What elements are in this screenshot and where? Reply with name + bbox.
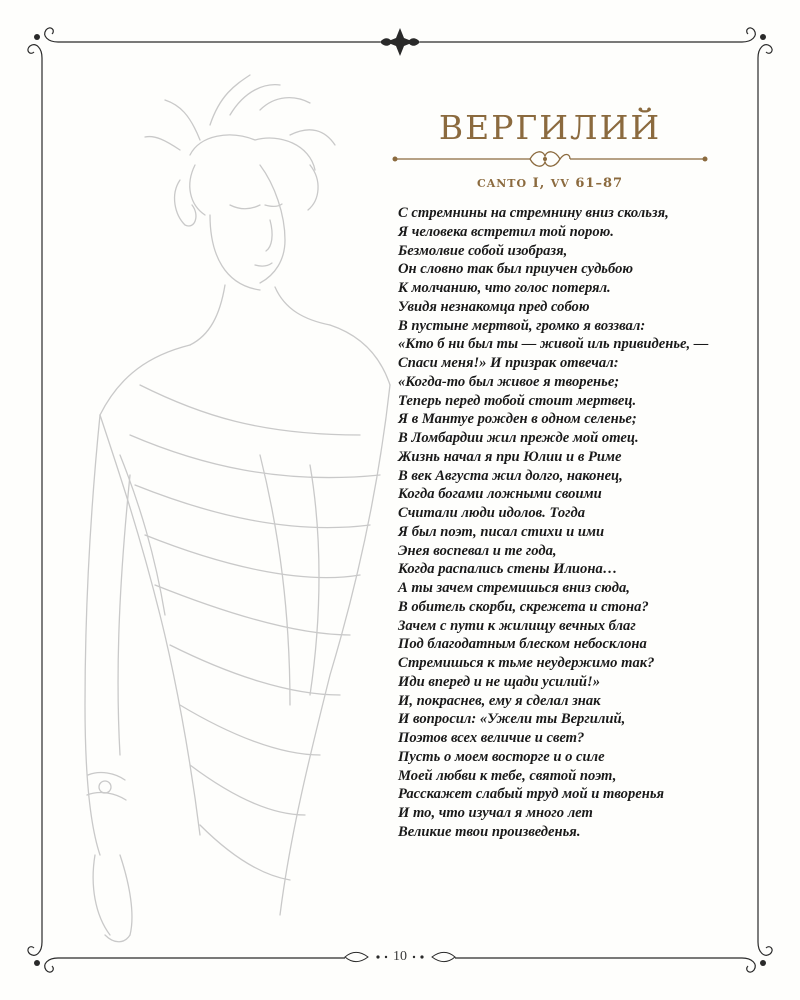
verse-line: И то, что изучал я много лет	[398, 805, 593, 821]
verse-line: Он словно так был приучен судьбою	[398, 261, 634, 278]
verse-line: Безмолвие собой изобразя,	[398, 242, 568, 259]
page-number: 10	[393, 949, 407, 964]
verse-line: Увидя незнакомца пред собою	[398, 298, 590, 315]
verse-line: Я человека встретил той порою.	[398, 223, 614, 240]
canto-numeral: I,	[532, 176, 546, 191]
verse-line: Спаси меня!» И призрак отвечал:	[398, 355, 619, 371]
verse-line: Считали люди идолов. Тогда	[398, 505, 586, 521]
verse-line: Когда распались стены Илиона…	[398, 561, 618, 578]
verse-line: А ты зачем стремишься вниз сюда,	[398, 580, 630, 596]
page-footer	[330, 946, 470, 968]
verse-line: Жизнь начал я при Юлии и в Риме	[398, 448, 622, 465]
virgil-sketch-illustration	[60, 55, 420, 960]
verse-line: В пустыне мертвой, громко я воззвал:	[398, 317, 646, 334]
verse-line: Зачем с пути к жилищу вечных благ	[398, 617, 636, 634]
verse-line: Великие твои произведенья.	[398, 823, 581, 840]
title-divider-ornament	[385, 146, 715, 172]
verse-line: Поэтов всех величие и свет?	[398, 730, 585, 746]
poem-title: ВЕРГИЛИЙ	[438, 108, 662, 147]
verse-line: С стремнины на стремнину вниз скользя,	[398, 205, 669, 221]
verse-line: В Ломбардии жил прежде мой отец.	[398, 430, 639, 446]
canto-prefix: CANTO	[476, 177, 528, 190]
verse-line: В обитель скорби, скрежета и стона?	[398, 598, 649, 615]
verse-line: «Кто б ни был ты — живой иль привиденье, —	[398, 336, 709, 353]
verse-line: К молчанию, что голос потерял.	[398, 280, 611, 296]
verse-line: Под благодатным блеском небосклона	[398, 636, 647, 653]
verse-line: И вопросил: «Ужели ты Вергилий,	[398, 711, 626, 728]
verse-line: «Когда-то был живое я творенье;	[398, 373, 620, 390]
canto-reference	[385, 176, 715, 191]
verse-line: Моей любви к тебе, святой поэт,	[398, 767, 617, 784]
verse-line: И, покраснев, ему я сделал знак	[398, 692, 601, 709]
verse-line: В век Августа жил долго, наконец,	[398, 467, 623, 484]
verse-line: Иди вперед и не щади усилий!»	[398, 673, 600, 690]
verse-line: Расскажет слабый труд мой и творенья	[398, 786, 665, 803]
verse-line: Я в Мантуе рожден в одном селенье;	[398, 411, 637, 428]
canto-range: 61–87	[575, 176, 624, 191]
verse-line: Энея воспевал и те года,	[398, 542, 557, 559]
verse-line: Теперь перед тобой стоит мертвец.	[398, 392, 637, 409]
verse-line: Стремишься к тьме неудержимо так?	[398, 655, 655, 671]
verse-line: Когда богами ложными своими	[398, 486, 602, 503]
canto-vv: VV	[550, 177, 570, 190]
verse-line: Я был поэт, писал стихи и ими	[398, 523, 605, 540]
verse-line: Пусть о моем восторге и о силе	[398, 748, 605, 765]
poem-verse	[398, 204, 738, 842]
